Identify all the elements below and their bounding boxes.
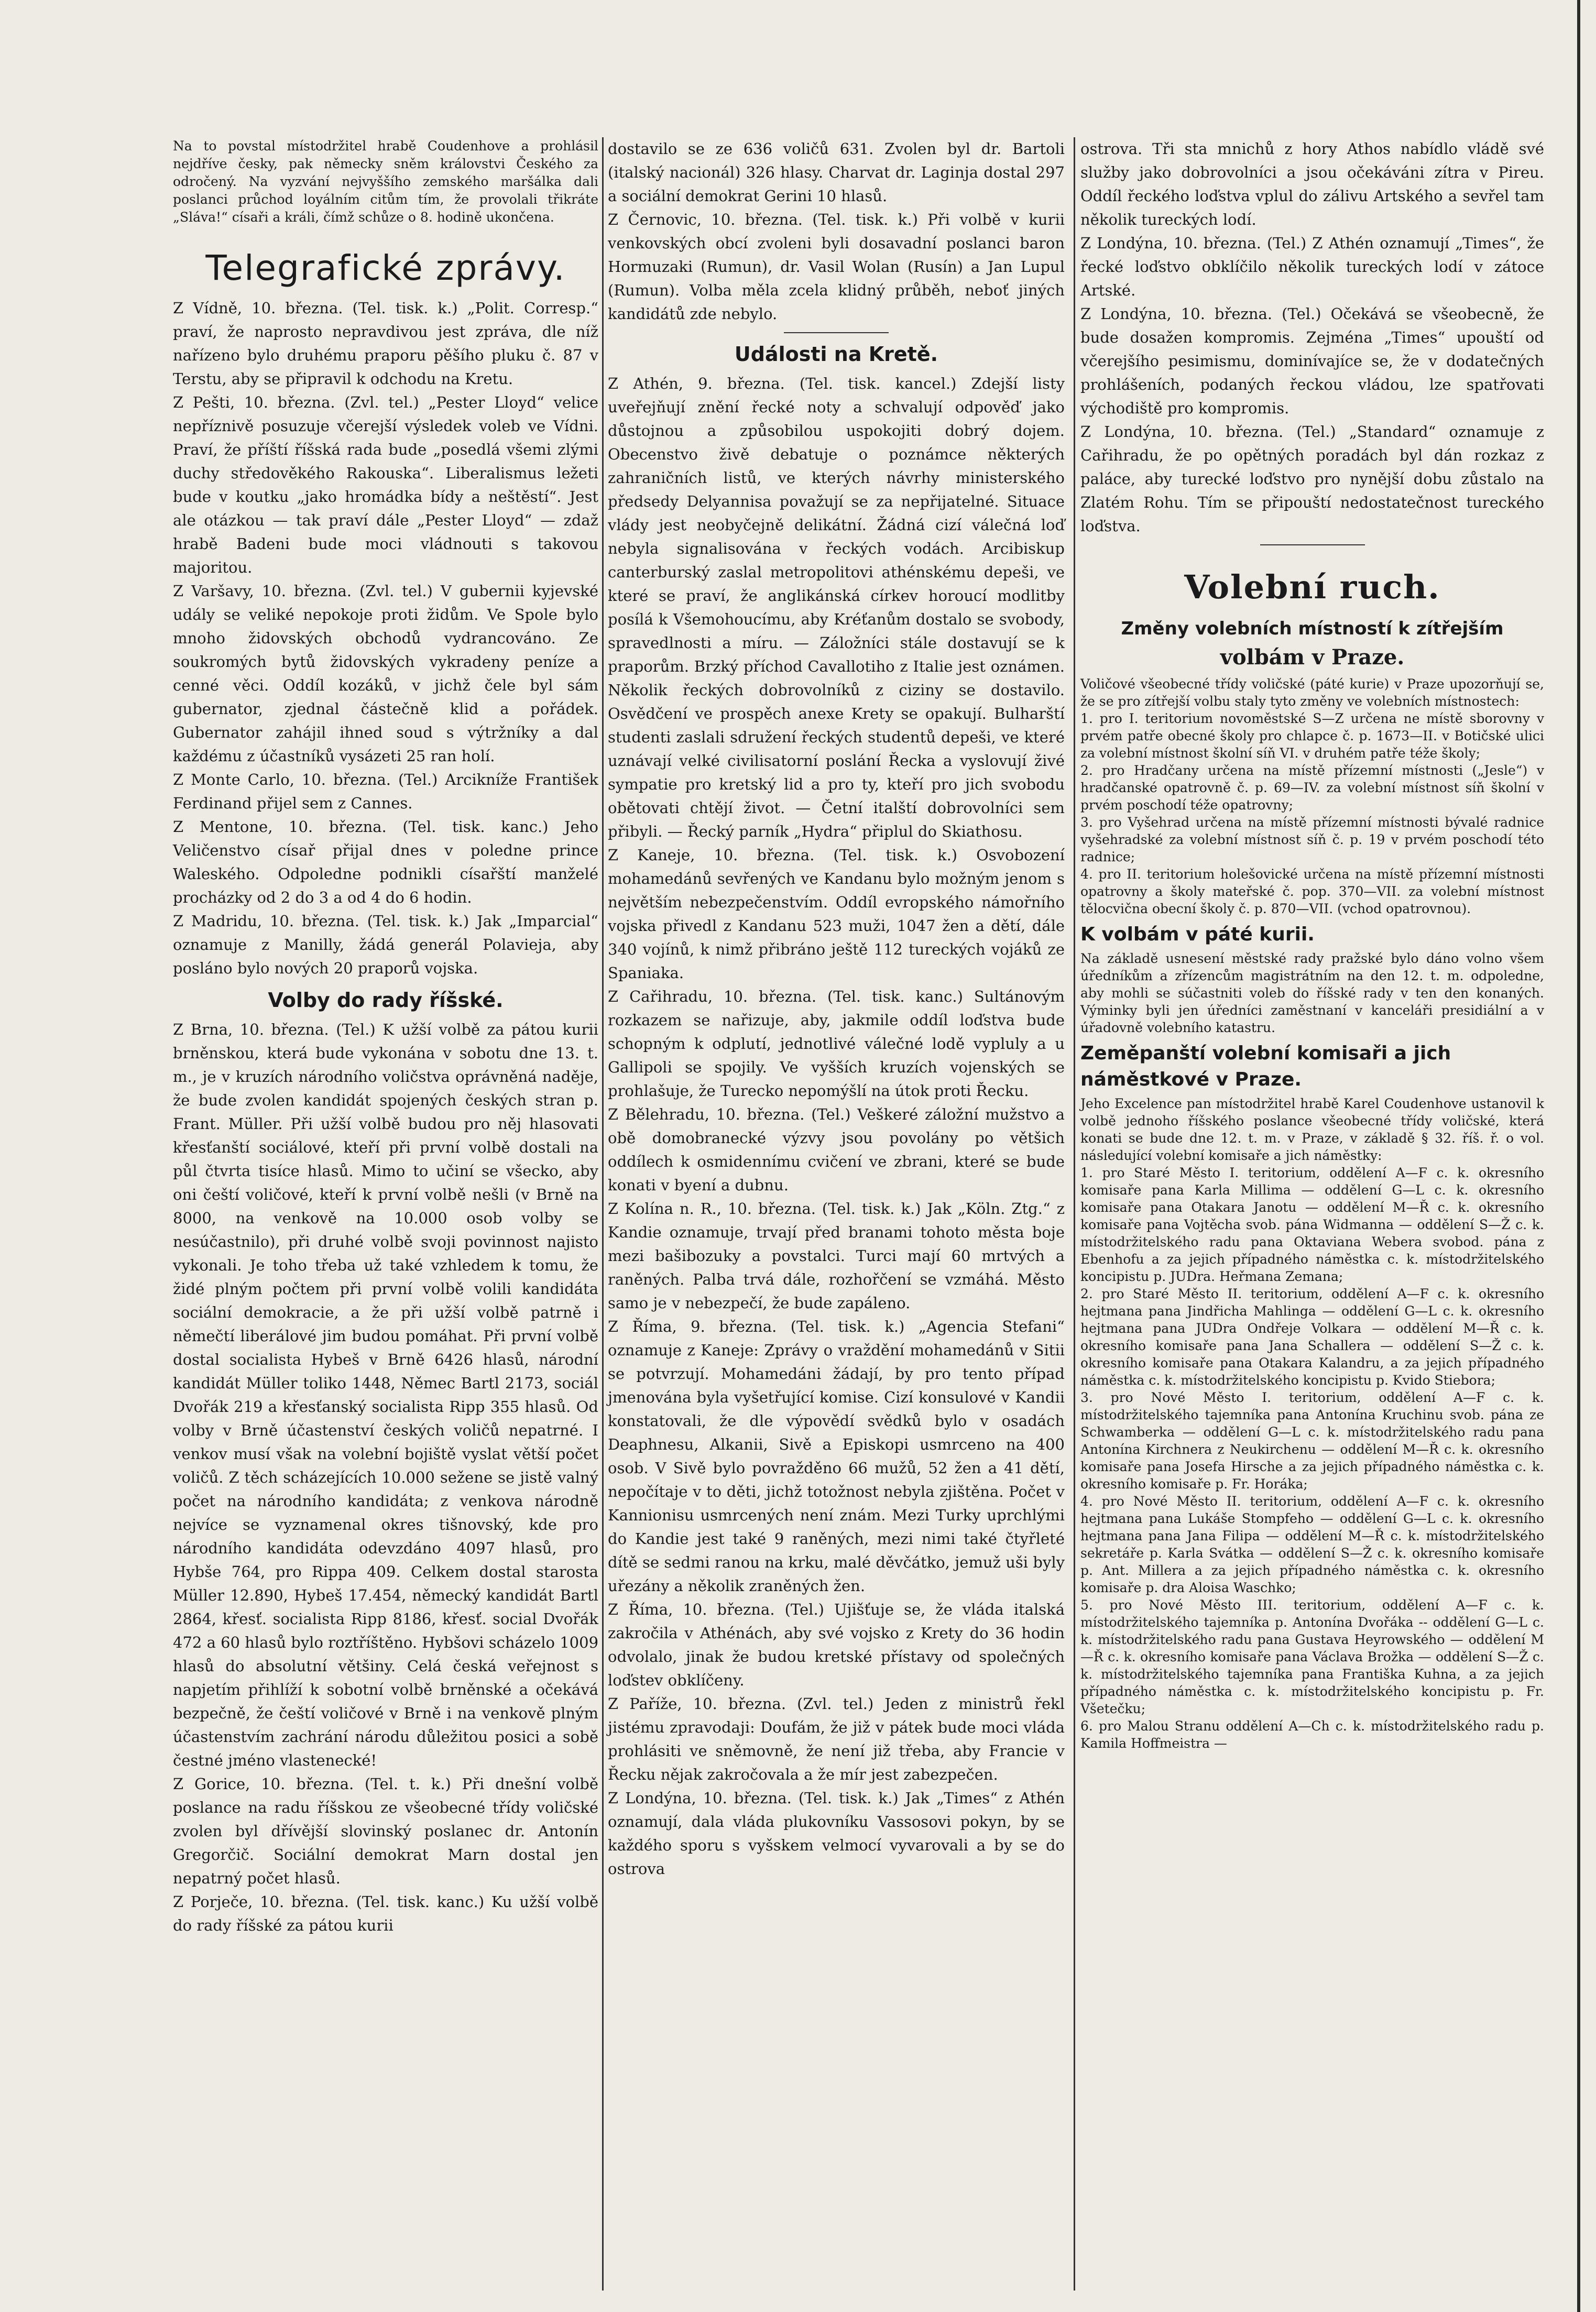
article-belehrad: Z Bělehradu, 10. března. (Tel.) Veškeré záložní mužstvo a obě domobranecké výzvy jsou povolány po většich oddílech k osmidennímu cvičení ve zbrani, které se bude konati v byení a dubnu. (608, 1105, 1065, 1194)
article-cernovice: Z Černovic, 10. března. (Tel. tisk. k.) Při volbě v kurii venkovských obcí zvoleni byli dosavadní poslanci baron Hormuzaki (Rumun), dr. Vasil Wolan (Rusín) a Jan Lupul (Rumun). Volba měla zcela klidný průběh, neboť jiných kandidátů zde nebylo. (608, 211, 1065, 323)
article-rome-2: Z Říma, 10. března. (Tel.) Ujišťuje se, že vláda italská zakročila v Athénách, aby své vojsko z Krety do 36 hodin odvolalo, jinak že budou kretské přístavy od společných loďstev obklíčeny. (608, 1601, 1065, 1689)
page-edge-rule (1577, 0, 1580, 2312)
heading-fifth-curia: K volbám v páté kurii. (1080, 924, 1315, 945)
article-london-3: Z Londýna, 10. března. (Tel.) Očekává se všeobecně, že bude dosažen kompromis. Zejména „Times“ upouští od včerejšího pesimismu, dominívajíce se, že v dodatečných prohlášeních, podaných řeckou vládou, lze spatřovati východiště pro kompromis. (1080, 305, 1544, 417)
list-item: 2. pro Hradčany určena na místě přízemní místnosti („Jesle“) v hradčanské opatrovně č. p. 69—IV. za volební místnost síň školní v prvém poschodí téže opatrovny; (1080, 763, 1544, 813)
column-2 (608, 137, 1065, 1881)
article-kaneje: Z Kaneje, 10. března. (Tel. tisk. k.) Osvobození mohamedánů sevřených ve Kandanu bylo možným jenom s největším nebezpečenstvím. Oddíl evropského námořního vojska přivedl z Kandanu 523 muži, 1047 žen a dětí, dále 340 vojínů, k nimž přibráno ještě 112 tureckých vojáků ze Spaniaka. (608, 846, 1065, 982)
article-paris: Z Paříže, 10. března. (Zvl. tel.) Jeden z ministrů řekl jistému zpravodaji: Doufám, že již v pátek bude moci vláda prohlásiti ve sněmovně, že není již třeba, aby Francie v Řecku nějak zakročovala a že mír jest zabezpečen. (608, 1695, 1065, 1783)
list-item: 1. pro I. teritorium novoměstské S—Z určena ne místě sborovny v prvém patře obecné školy pro chlapce č. p. 1673—II. v Botičské ulici za volební místnost školní síň VI. v druhém patře téže školy; (1080, 711, 1544, 761)
subheading-changes-2: volbám v Praze. (1220, 645, 1405, 670)
list-item: 3. pro Vyšehrad určena na místě přízemní místnosti bývalé radnice vyšehradské za volební místnost síň č. p. 19 v prvém poschodí této radnice; (1080, 815, 1544, 864)
article-warsaw: Z Varšavy, 10. března. (Zvl. tel.) V gubernii kyjevské udály se veliké nepokoje proti židům. Ve Spole bylo mnoho židovských obchodů vydrancováno. Ze soukromých bytů židovských vykradeny peníze a cenné věci. Oddíl kozáků, v jichž čele byl sám gubernator, zjednal částečně klid a pořádek. Gubernator zahájil ihned soud s výtržníky a dal každému z účastníků vysázeti 25 ran holí. (173, 582, 598, 765)
column-3 (1080, 137, 1544, 1752)
article-pest: Z Pešti, 10. března. (Zvl. tel.) „Pester Lloyd“ velice nepříznivě posuzuje včerejší výsledek voleb ve Vídni. Praví, že příští říšská rada bude „posedlá všemi zlými duchy středověkého Rakouska“. Liberalismus ležeti bude v koutku „jako hromádka bídy a neštěstí“. Jest ale otázkou — tak praví dále „Pester Lloyd“ — zdaž hrabě Badeni bude moci vládnouti s takovou majoritou. (173, 393, 598, 576)
article-rome-1: Z Říma, 9. března. (Tel. tisk. k.) „Agencia Stefani“ oznamuje z Kaneje: Zprávy o vraždění mohamedánů v Sitii se potvrzují. Mohamedáni žádají, by pro tento případ jmenována byla vyšetřující komise. Cizí konsulové v Kandii konstatovali, že dle výpovědí svědků bylo v osadách Deaphnesu, Alkanii, Sivě a Episkopi usmrceno na 400 osob. V Sivě bylo povražděno 66 mužů, 52 žen a 41 dětí, nepočítaje v to děti, jichž totožnost nebyla zjištěna. Počet v Kannionisu usmrcených není znám. Mezi Turky uprchlými do Kandie jest také 9 raněných, mezi nimi také čtyřleté dítě se sedmi ranou na krku, malé děvčátko, jemuž uši byly uřezány a několik zraněných žen. (608, 1318, 1065, 1595)
list-item: 5. pro Nové Město III. teritorium, oddělení A—F c. k. místodržitelského tajemníka p. Antonína Dvořáka -- oddělení G—L c. k. místodržitelského radu pana Gustava Heyrowského — oddělení M—Ř c. k. okresního komisaře pana Václava Brožka — oddělení S—Ž c. k. místodržitelského tajemníka pana Františka Kuhna, a za jejich případného náměstka c. k. místodržitelského koncipistu p. Fr. Všetečku; (1080, 1597, 1544, 1716)
list-item: 3. pro Nové Město I. teritorium, oddělení A—F c. k. místodržitelského tajemníka pana Antonína Kruchinu svob. pána ze Schwamberka — oddělení G—L c. k. místodržitelského radu pana Antonína Kirchnera z Neukirchenu — oddělení M—Ř c. k. okresního komisaře pana Josefa Hirsche a za jejich případného náměstka c. k. okresního komisaře p. Fr. Horáka; (1080, 1390, 1544, 1492)
list-item: 4. pro II. teritorium holešovické určena na místě přízemní místnosti opatrovny a školy mateřské č. pop. 370—VII. za volební místnost tělocvična obecní školy č. p. 870—VII. (vchod opatrovnou). (1080, 867, 1544, 916)
article-porjece: Z Porječe, 10. března. (Tel. tisk. kanc.) Ku užší volbě do rady říšské za pátou kurii (173, 1893, 598, 1934)
column-rule-2 (1074, 137, 1075, 2291)
article-madrid: Z Madridu, 10. března. (Tel. tisk. k.) Jak „Imparcial“ oznamuje z Manilly, žádá generál Polavieja, aby posláno bylo nových 20 praporů vojska. (173, 912, 598, 977)
heading-elections: Volby do rady říšské. (268, 989, 504, 1012)
article-london-1: Z Londýna, 10. března. (Tel. tisk. k.) Jak „Times“ z Athén oznamují, dala vláda plukovníku Vassosovi pokyn, by se každého sporu s vyšskem velmocí vyvarovali a by se do ostrova (608, 1789, 1065, 1878)
intro-paragraph: Na to povstal místodržitel hrabě Coudenhove a prohlásil nejdříve česky, pak německy sněm královstvi Českého za odročený. Na vyzvání nejvyššího zemského maršálka dali poslanci průchod loyálním citům tím, že provolali třikráte „Sláva!“ císaři a králi, čímž schůze o 8. hodině ukončena. (173, 138, 598, 225)
article-athens: Z Athén, 9. března. (Tel. tisk. kancel.) Zdejší listy uveřejňují znění řecké noty a schvalují odpověď jako důstojnou a způsobilou uspokojiti dobrý dojem. Obecenstvo živě debatuje o poznámce některých zahraničních listů, ve kterých návrhy ministerského předsedy Delyannisa považují se za nepřijatelné. Situace vlády jest neobyčejně delikátní. Žádná cizí válečná loď nebyla signalisována v řeckých vodách. Arcibiskup canterburský zaslal metropolitovi athénskému depeši, ve které se praví, že anglikánská církev horoucí modlitby posílá k Všemohoucímu, aby Kréťanům dostalo se svobody, spravedlnosti a míru. — Záložníci stále dostavují se k praporům. Brzký příchod Cavallotiho z Italie jest oznámen. Několik řeckých dobrovolníků z ciziny se dostavilo. Osvědčení ve prospěch anexe Krety se opakují. Bulharští studenti zaslali sdružení řeckých studentů depeši, ve které uznávají velké civilisatorní poslání Řecka a vyslovují živé sympatie pro kretský lid a pro ty, kteří pro jich svobodu obětovati chtějí život. — Četní italští dobrovolníci sem přibyli. — Řecký parník „Hydra“ připlul do Skiathosu. (608, 375, 1065, 840)
section-divider (784, 332, 889, 333)
article-commissars: Jeho Excelence pan místodržitel hrabě Karel Coudenhove ustanovil k volbě jednoho říšského poslance všeobecné třídy voličské, která konati se bude dne 12. t. m. v Praze, v základě § 32. říš. ř. o vol. následující volební komisaře a jich náměstky: (1080, 1096, 1544, 1163)
heading-commissars: Zeměpanští volební komisaři a jich náměstkové v Praze. (1080, 1043, 1451, 1090)
list-item: 2. pro Staré Město II. teritorium, oddělení A—F c. k. okresního hejtmana pana Jindřicha Mahlinga — oddělení G—L c. k. okresního hejtmana pana JUDra Ondřeje Volkara — oddělení M—Ř c. k. okresního komisaře pana Jana Schallera — oddělení S—Ž c. k. okresního komisaře pana Otakara Kalandru, a za jejich případného náměstka c. k. místodržitelského koncipistu p. Kvido Stiebora; (1080, 1286, 1544, 1388)
column-rule-1 (602, 137, 604, 2291)
article-fifth-curia: Na základě usnesení městské rady pražské bylo dáno volno všem úředníkům a zřízencům magistrátním na den 12. t. m. odpoledne, aby mohli se súčastniti voleb do říšské rady v ten den konaných. Výminky byli jen úředníci zaměstnaní v kanceláři presidiální a v úřadovně volebního katastru. (1080, 951, 1544, 1035)
subheading-changes-1: Změny volebních místností k zítřejším (1121, 618, 1504, 639)
article-carihrad: Z Cařihradu, 10. března. (Tel. tisk. kanc.) Sultánovým rozkazem se nařizuje, aby, jakmile oddíl loďstva bude schopným k odplutí, jednotlivé válečné lodě vypluly a u Gallipoli se spojily. Ve vyšších kruzích vojenských se prohlašuje, že Turecko nepomýšlí na útok proti Řecku. (608, 988, 1065, 1100)
heading-telegrams: Telegrafické zprávy. (205, 248, 566, 288)
article-kolin: Z Kolína n. R., 10. března. (Tel. tisk. k.) Jak „Köln. Ztg.“ z Kandie oznamuje, trvají před branami tohoto města boje mezi bašibozuky a povstalci. Turci mají 60 mrtvých a raněných. Palba trvá dále, rozhořčení se vzmáhá. Město samo je v nebezpečí, že bude zapáleno. (608, 1200, 1065, 1312)
list-item: 4. pro Nové Město II. teritorium, oddělení A—F c. k. okresního hejtmana pana Lukáše Stompfeho — oddělení G—L c. k. okresního hejtmana pana Jana Filipa — oddělení M—Ř c. k. místodržitelského sekretáře p. Karla Svátka — oddělení S—Ž c. k. okresního komisaře p. Ant. Millera a za jejich případného náměstka c. k. okresního komisaře p. dra Aloisa Waschko; (1080, 1494, 1544, 1595)
article-gorice: Z Gorice, 10. března. (Tel. t. k.) Při dnešní volbě poslance na radu říšskou ze všeobecné třídy voličské zvolen byl dřívější slovinský poslanec dr. Antonín Gregorčič. Sociální demokrat Marn dostal jen nepatrný počet hlasů. (173, 1775, 598, 1887)
heading-crete: Události na Kretě. (734, 343, 938, 366)
list-item: 1. pro Staré Město I. teritorium, oddělení A—F c. k. okresního komisaře pana Karla Millima — oddělení G—L c. k. okresního komisaře pana Otakara Janotu — oddělení M—Ř c. k. okresního komisaře pana Vojtěcha svob. pána Widmanna — oddělení S—Ž c. k. místodržitelského radu pana Oktaviana Webera svobod. pána z Ebenhofu a za jejich případného náměstka c. k. místodržitelského koncipistu p. JUDra. Heřmana Zemana; (1080, 1165, 1544, 1284)
column-1 (173, 137, 598, 1937)
article-london-cont: ostrova. Tři sta mnichů z hory Athos nabídlo vládě své služby jako dobrovolníci a jsou očekáváni zítra v Pireu. Oddíl řeckého loďstva vplul do zálivu Artského a sevřel tam několik tureckých lodí. (1080, 140, 1544, 228)
article-london-2: Z Londýna, 10. března. (Tel.) Z Athén oznamují „Times“, že řecké loďstvo obklíčilo několik tureckých lodí v zátoce Artské. (1080, 234, 1544, 299)
list-item: 6. pro Malou Stranu oddělení A—Ch c. k. místodržitelského radu p. Kamila Hoffmeistra — (1080, 1718, 1544, 1751)
article-vienna: Z Vídně, 10. března. (Tel. tisk. k.) „Polit. Corresp.“ praví, že naprosto nepravdivou jest zpráva, dle níž nařízeno bylo druhému praporu pěšího pluku č. 87 v Terstu, aby se připravil k odchodu na Kretu. (173, 299, 598, 388)
article-mentone: Z Mentone, 10. března. (Tel. tisk. kanc.) Jeho Veličenstvo císař přijal dnes v poledne prince Waleského. Odpoledne podnikli císařští manželé procházky od 2 do 3 a od 4 do 6 hodin. (173, 818, 598, 906)
article-brno: Z Brna, 10. března. (Tel.) K užší volbě za pátou kurii brněnskou, která bude vykonána v sobotu dne 13. t. m., je v kruzích národního voličstva oprávněná naděje, že bude zvolen kandidát spojených českých stran p. Frant. Müller. Při užší volbě budou pro něj hlasovati křesťanští sociálové, kteří při první volbě dostali na půl čtvrta tisíce hlasů. Mimo to učiní se všecko, aby oni čeští voličové, kteří k první volbě nešli (v Brně na 8000, na venkově na 10.000 osob volby se nesúčastnilo), při druhé volbě svoji povinnost najisto vykonali. Je toho třeba už také vzhledem k tomu, že židé plným počtem při první volbě volili kandidáta sociální demokracie, a že při užší volbě patrně i němečtí liberálové jim budou pomáhat. Při první volbě dostal socialista Hybeš v Brně 6426 hlasů, národní kandidát Müller toliko 1448, Němec Bartl 2173, sociál Dvořák 219 a křesťanský socialista Ripp 355 hlasů. Od volby v Brně účastenství českých voličů nepatrné. I venkov musí však na volební bojiště vyslat větší počet voličů. Z těch scházejících 10.000 sežene se jistě valný počet na národního kandidáta; z venkova národně nejvíce se vyznamenal okres tišnovský, kde pro národního kandidáta odevzdáno 4097 hlasů, pro Hybše 764, pro Rippa 409. Celkem dostal starosta Müller 12.890, Hybeš 17.454, německý kandidát Bartl 2864, křesť. socialista Ripp 8186, křesť. social Dvořák 472 a 60 hlasů bylo roztříštěno. Hybšovi scházelo 1009 hlasů do absolutní většiny. Celá česká veřejnost s napjetím přihlíží k sobotní volbě brněnské a očekává bezpečně, že čeští voličové v Brně i na venkově plným účastenstvím zachrání národu důležitou posici a sobě čestné jméno vlastenecké! (173, 1021, 599, 1769)
heading-election-movement: Volební ruch. (1184, 568, 1440, 606)
article-monte-carlo: Z Monte Carlo, 10. března. (Tel.) Arcikníže František Ferdinand přijel sem z Cannes. (173, 771, 598, 812)
article-porjece-cont: dostavilo se ze 636 voličů 631. Zvolen byl dr. Bartoli (italský nacionál) 326 hlasy. Charvat dr. Laginja dostal 297 a sociální demokrat Gerini 10 hlasů. (608, 140, 1065, 205)
section-divider (1260, 544, 1365, 545)
article-london-4: Z Londýna, 10. března. (Tel.) „Standard“ oznamuje z Cařihradu, že po opětných poradách byl dán rozkaz z paláce, aby turecké loďstvo pro nynější dobu zůstalo na Zlatém Rohu. Tím se připouští nedostatečnost tureckého loďstva. (1080, 423, 1544, 535)
notice-voters: Voličové všeobecné třídy voličské (páté kurie) v Praze upozorňují se, že se pro zítřejší volbu staly tyto změny ve volebních místnostech: (1080, 676, 1544, 709)
